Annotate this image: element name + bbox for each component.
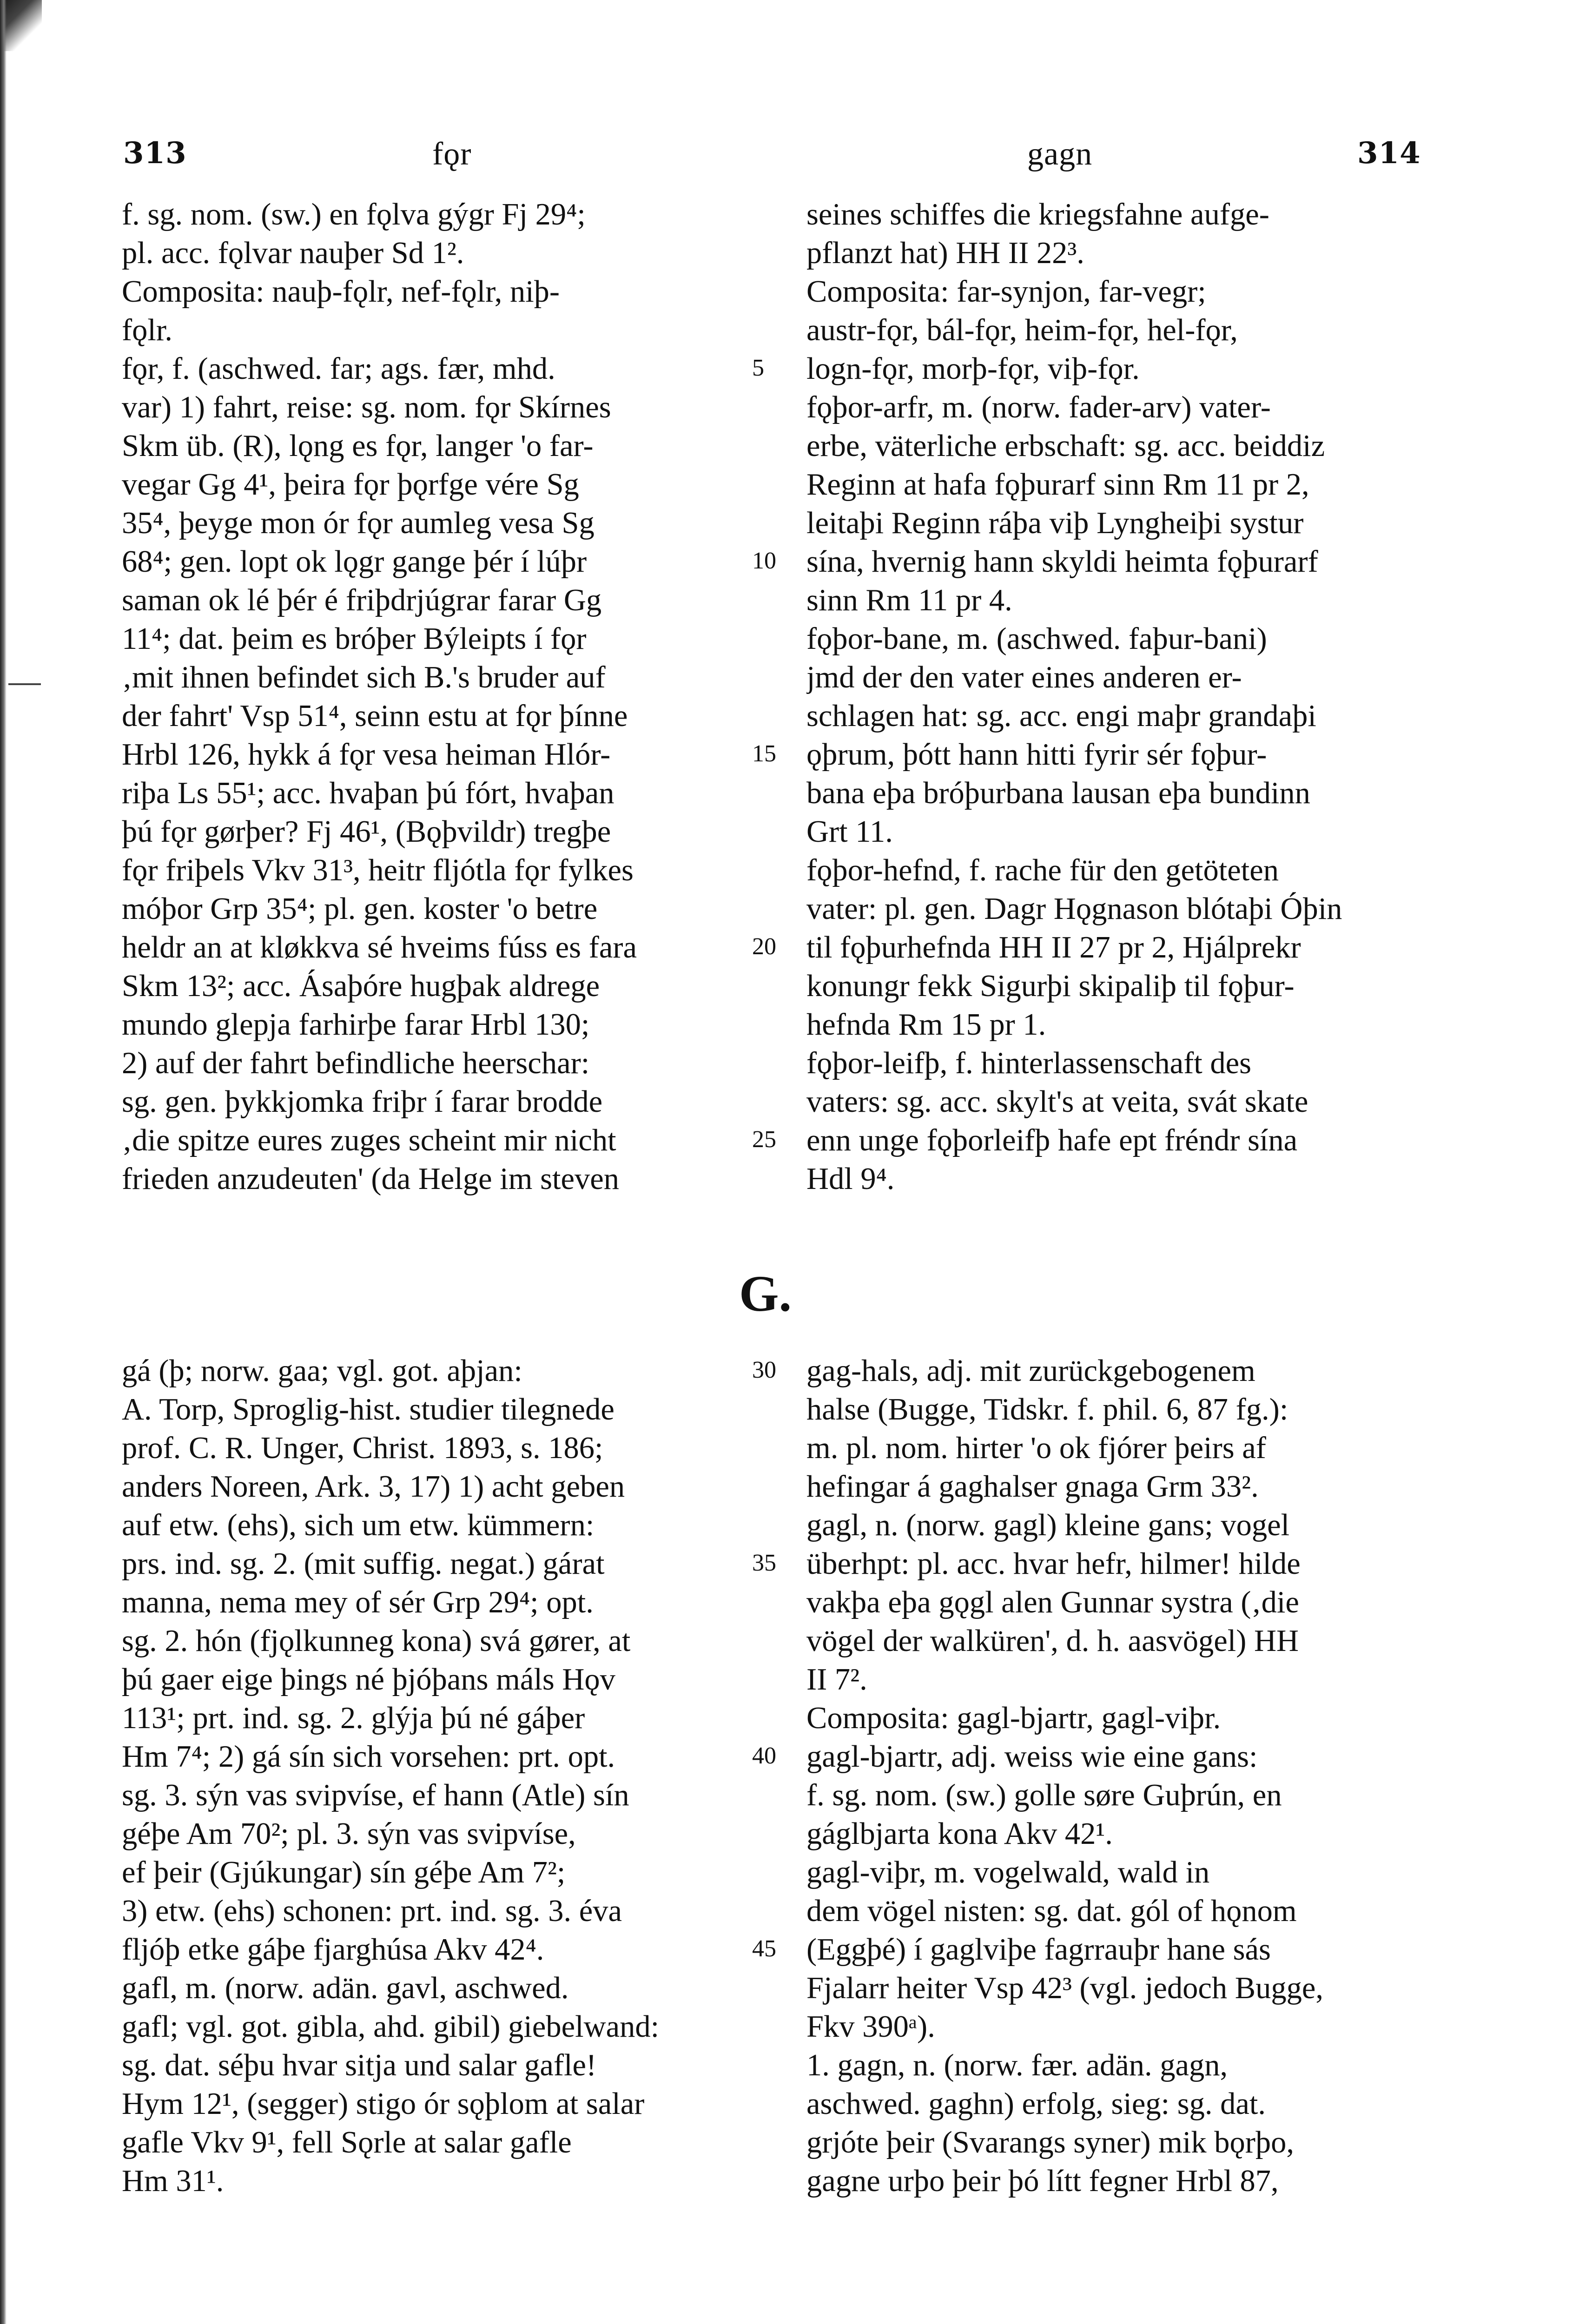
text-line: Composita: nauþ-fǫlr, nef-fǫlr, niþ- <box>122 275 560 309</box>
line-number: 25 <box>752 1126 776 1153</box>
line-number: 15 <box>752 740 776 767</box>
text-line: sg. 3. sýn vas svipvíse, ef hann (Atle) sín <box>122 1778 629 1812</box>
text-line: vögel der walküren', d. h. aasvögel) HH <box>806 1624 1299 1658</box>
text-line: auf etw. (ehs), sich um etw. kümmern: <box>122 1508 595 1542</box>
page-number-right: 314 <box>1357 136 1421 171</box>
text-line: 1. gagn, n. (norw. fær. adän. gagn, <box>806 2048 1228 2082</box>
line-number: 35 <box>752 1550 776 1576</box>
text-line: logn-fǫr, morþ-fǫr, viþ-fǫr. <box>806 352 1140 386</box>
text-line: Fkv 390ᵃ). <box>806 2010 935 2044</box>
text-line: aschwed. gaghn) erfolg, sieg: sg. dat. <box>806 2087 1266 2121</box>
text-line: überhpt: pl. acc. hvar hefr, hilmer! hilde <box>806 1547 1301 1581</box>
text-line: ǫþrum, þótt hann hitti fyrir sér fǫþur- <box>806 738 1267 772</box>
line-number: 45 <box>752 1935 776 1962</box>
text-line: mundo glepja farhirþe farar Hrbl 130; <box>122 1008 590 1042</box>
text-line: hefingar á gaghalser gnaga Grm 33². <box>806 1470 1259 1504</box>
text-line: grjóte þeir (Svarangs syner) mik bǫrþo, <box>806 2126 1294 2159</box>
running-headword-right: gagn <box>1027 136 1093 172</box>
text-line: Hym 12¹, (segger) stigo ór sǫþlom at salar <box>122 2087 645 2121</box>
text-line: fǫþor-bane, m. (aschwed. faþur-bani) <box>806 622 1267 656</box>
text-line: 11⁴; dat. þeim es bróþer Býleipts í fǫr <box>122 622 587 656</box>
text-line: der fahrt' Vsp 51⁴, seinn estu at fǫr þínne <box>122 699 628 733</box>
text-line: gagl, n. (norw. gagl) kleine gans; vogel <box>806 1508 1290 1542</box>
text-line: hefnda Rm 15 pr 1. <box>806 1008 1046 1042</box>
text-line: gafl; vgl. got. gibla, ahd. gibil) giebelwand: <box>122 2010 660 2044</box>
text-line: dem vögel nisten: sg. dat. gól of hǫnom <box>806 1894 1297 1928</box>
text-line: gafle Vkv 9¹, fell Sǫrle at salar gafle <box>122 2126 572 2159</box>
text-line: II 7². <box>806 1663 867 1697</box>
text-line: seines schiffes die kriegsfahne aufge- <box>806 198 1269 231</box>
text-line: Skm 13²; acc. Ásaþóre hugþak aldrege <box>122 969 600 1003</box>
text-line: fǫr, f. (aschwed. far; ags. fær, mhd. <box>122 352 555 386</box>
text-line: til fǫþurhefnda HH II 27 pr 2, Hjálprekr <box>806 931 1301 964</box>
text-line: bana eþa bróþurbana lausan eþa bundinn <box>806 776 1310 810</box>
line-number: 20 <box>752 933 776 960</box>
text-line: fljóþ etke gáþe fjarghúsa Akv 42⁴. <box>122 1933 544 1967</box>
text-line: 68⁴; gen. lopt ok lǫgr gange þér í lúþr <box>122 545 587 579</box>
text-line: gafl, m. (norw. adän. gavl, aschwed. <box>122 1971 569 2005</box>
text-line: vakþa eþa gǫgl alen Gunnar systra (‚die <box>806 1585 1299 1619</box>
text-line: var) 1) fahrt, reise: sg. nom. fǫr Skírnes <box>122 390 611 424</box>
text-line: Fjalarr heiter Vsp 42³ (vgl. jedoch Bugge, <box>806 1971 1324 2005</box>
text-line: vegar Gg 4¹, þeira fǫr þǫrfge vére Sg <box>122 468 579 502</box>
text-line: sinn Rm 11 pr 4. <box>806 583 1012 617</box>
text-line: sg. 2. hón (fjǫlkunneg kona) svá gører, at <box>122 1624 631 1658</box>
text-line: jmd der den vater eines anderen er- <box>806 660 1242 694</box>
text-line: ef þeir (Gjúkungar) sín géþe Am 7²; <box>122 1855 566 1889</box>
text-line: A. Torp, Sproglig-hist. studier tilegnede <box>122 1393 614 1426</box>
text-line: Grt 11. <box>806 815 893 849</box>
text-line: riþa Ls 55¹; acc. hvaþan þú fórt, hvaþan <box>122 776 614 810</box>
text-line: 113¹; prt. ind. sg. 2. glýja þú né gáþer <box>122 1701 585 1735</box>
text-line: Composita: far-synjon, far-vegr; <box>806 275 1206 309</box>
text-line: f. sg. nom. (sw.) golle søre Guþrún, en <box>806 1778 1282 1812</box>
text-line: pl. acc. fǫlvar nauþer Sd 1². <box>122 236 464 270</box>
text-line: enn unge fǫþorleifþ hafe ept fréndr sína <box>806 1123 1298 1157</box>
column-right-bottom <box>806 1352 1467 2200</box>
text-line: fǫþor-hefnd, f. rache für den getöteten <box>806 853 1279 887</box>
line-number: 5 <box>752 355 764 381</box>
text-line: frieden anzudeuten' (da Helge im steven <box>122 1162 619 1196</box>
text-line: Hm 31¹. <box>122 2164 224 2198</box>
text-line: Hdl 9⁴. <box>806 1162 895 1196</box>
text-line: Hrbl 126, hykk á fǫr vesa heiman Hlór- <box>122 738 611 772</box>
text-line: géþe Am 70²; pl. 3. sýn vas svipvíse, <box>122 1817 576 1851</box>
text-line: gagl-viþr, m. vogelwald, wald in <box>806 1855 1210 1889</box>
text-line: gagne urþo þeir þó lítt fegner Hrbl 87, <box>806 2164 1279 2198</box>
margin-mark <box>8 683 41 685</box>
text-line: fǫlr. <box>122 313 172 347</box>
running-headword-left: fǫr <box>432 136 472 172</box>
text-line: fǫr friþels Vkv 31³, heitr fljótla fǫr fylkes <box>122 853 634 887</box>
text-line: ‚die spitze eures zuges scheint mir nicht <box>122 1123 616 1157</box>
text-line: m. pl. nom. hirter 'o ok fjórer þeirs af <box>806 1431 1266 1465</box>
text-line: 3) etw. (ehs) schonen: prt. ind. sg. 3. éva <box>122 1894 622 1928</box>
page-number-left: 313 <box>123 136 187 171</box>
column-left-top <box>122 195 763 1198</box>
text-line: prs. ind. sg. 2. (mit suffig. negat.) gárat <box>122 1547 605 1581</box>
text-line: fǫþor-leifþ, f. hinterlassenschaft des <box>806 1046 1252 1080</box>
text-line: (Eggþé) í gaglviþe fagrrauþr hane sás <box>806 1933 1271 1967</box>
text-line: Skm üb. (R), lǫng es fǫr, langer 'o far- <box>122 429 594 463</box>
text-line: gagl-bjartr, adj. weiss wie eine gans: <box>806 1740 1258 1774</box>
text-line: gáglbjarta kona Akv 42¹. <box>806 1817 1113 1851</box>
text-line: f. sg. nom. (sw.) en fǫlva gýgr Fj 29⁴; <box>122 198 586 231</box>
text-line: sg. dat. séþu hvar sitja und salar gafle! <box>122 2048 597 2082</box>
text-line: móþor Grp 35⁴; pl. gen. koster 'o betre <box>122 892 598 926</box>
text-line: 35⁴, þeyge mon ór fǫr aumleg vesa Sg <box>122 506 595 540</box>
text-line: ‚mit ihnen befindet sich B.'s bruder auf <box>122 660 606 694</box>
text-line: Composita: gagl-bjartr, gagl-viþr. <box>806 1701 1221 1735</box>
line-number: 30 <box>752 1357 776 1383</box>
text-line: Hm 7⁴; 2) gá sín sich vorsehen: prt. opt. <box>122 1740 615 1774</box>
scan-shadow-left <box>0 0 7 2324</box>
text-line: gá (þ; norw. gaa; vgl. got. aþjan: <box>122 1354 522 1388</box>
column-right-top <box>806 195 1467 1198</box>
text-line: saman ok lé þér é friþdrjúgrar farar Gg <box>122 583 602 617</box>
text-line: 2) auf der fahrt befindliche heerschar: <box>122 1046 590 1080</box>
text-line: halse (Bugge, Tidskr. f. phil. 6, 87 fg.): <box>806 1393 1288 1426</box>
line-number: 40 <box>752 1743 776 1769</box>
text-line: manna, nema mey of sér Grp 29⁴; opt. <box>122 1585 594 1619</box>
text-line: erbe, väterliche erbschaft: sg. acc. beiddiz <box>806 429 1325 463</box>
text-line: sg. gen. þykkjomka friþr í farar brodde <box>122 1085 603 1119</box>
text-line: vaters: sg. acc. skylt's at veita, svát skate <box>806 1085 1308 1119</box>
text-line: leitaþi Reginn ráþa viþ Lyngheiþi systur <box>806 506 1304 540</box>
text-line: Reginn at hafa fǫþurarf sinn Rm 11 pr 2, <box>806 468 1309 502</box>
text-line: schlagen hat: sg. acc. engi maþr grandaþi <box>806 699 1316 733</box>
text-line: anders Noreen, Ark. 3, 17) 1) acht geben <box>122 1470 625 1504</box>
text-line: sína, hvernig hann skyldi heimta fǫþurarf <box>806 545 1318 579</box>
text-line: austr-fǫr, bál-fǫr, heim-fǫr, hel-fǫr, <box>806 313 1238 347</box>
text-line: heldr an at kløkkva sé hveims fúss es fara <box>122 931 637 964</box>
column-left-bottom <box>122 1352 763 2200</box>
line-number: 10 <box>752 548 776 574</box>
text-line: fǫþor-arfr, m. (norw. fader-arv) vater- <box>806 390 1271 424</box>
text-line: þú gaer eige þings né þjóþans máls Hǫv <box>122 1663 615 1697</box>
text-line: konungr fekk Sigurþi skipaliþ til fǫþur- <box>806 969 1295 1003</box>
text-line: prof. C. R. Unger, Christ. 1893, s. 186; <box>122 1431 603 1465</box>
text-line: pflanzt hat) HH II 22³. <box>806 236 1084 270</box>
section-letter: G. <box>739 1265 792 1322</box>
text-line: vater: pl. gen. Dagr Hǫgnason blótaþi Óþin <box>806 892 1342 926</box>
text-line: gag-hals, adj. mit zurückgebogenem <box>806 1354 1255 1388</box>
text-line: þú fǫr gørþer? Fj 46¹, (Bǫþvildr) tregþe <box>122 815 611 849</box>
